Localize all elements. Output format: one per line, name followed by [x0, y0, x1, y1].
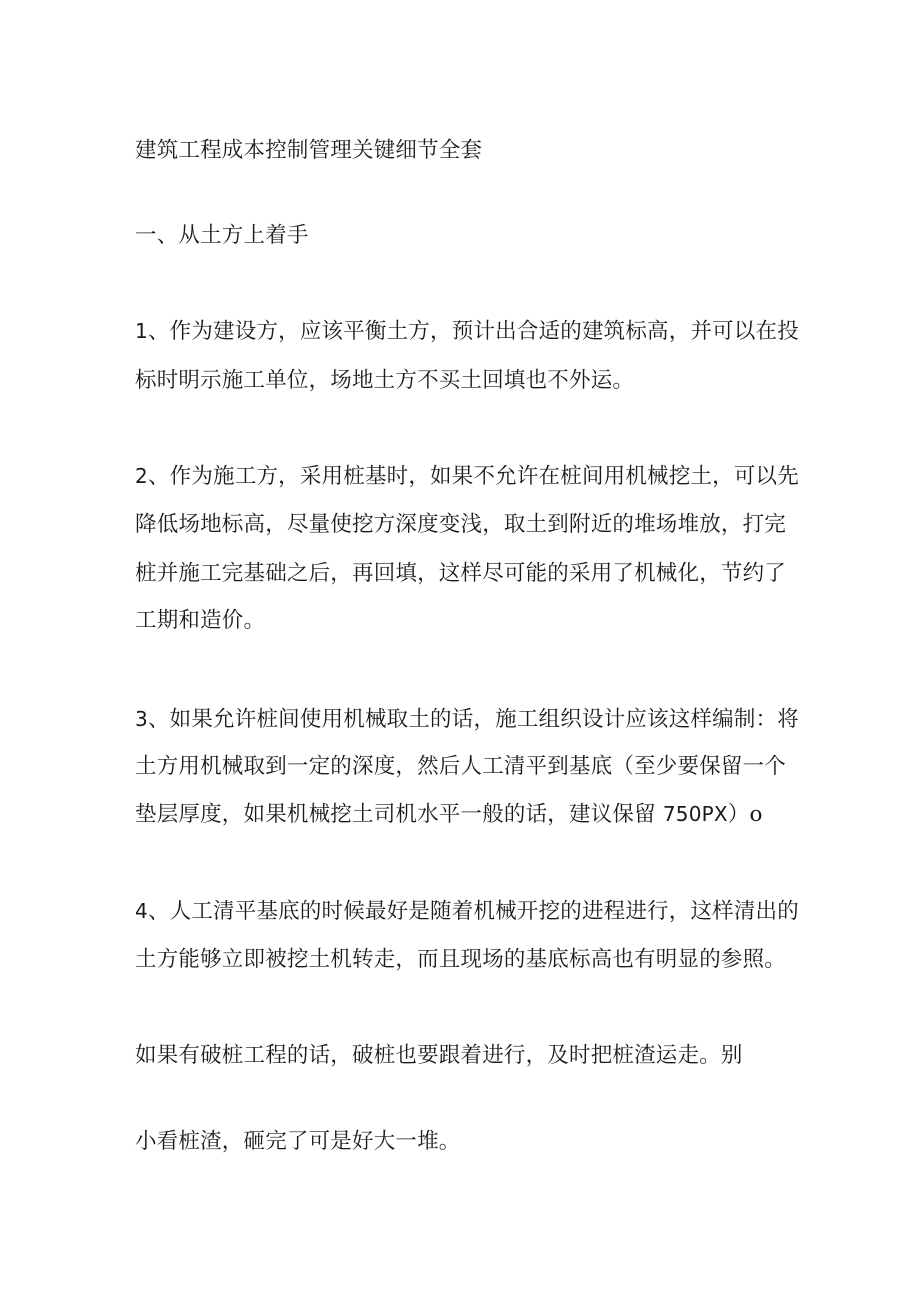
paragraph-2-line-2: 降低场地标高，尽量使挖方深度变浅，取土到附近的堆场堆放，打完	[135, 512, 787, 537]
paragraph-2-line-4: 工期和造价。	[135, 608, 266, 633]
paragraph-3-line-2: 土方用机械取到一定的深度，然后人工清平到基底（至少要保留一个	[135, 754, 787, 779]
paragraph-2-line-1: 2、作为施工方，采用桩基时，如果不允许在桩间用机械挖土，可以先	[135, 464, 799, 489]
paragraph-1-line-1: 1、作为建设方，应该平衡土方，预计出合适的建筑标高，并可以在投	[135, 319, 799, 344]
paragraph-number: 2	[135, 464, 148, 488]
document-title: 建筑工程成本控制管理关键细节全套	[135, 138, 483, 163]
measurement-value: 750PX	[662, 802, 728, 826]
paragraph-3-line-3: 垫层厚度，如果机械挖土司机水平一般的话，建议保留 750PX）o	[135, 802, 763, 827]
paragraph-4-line-2: 土方能够立即被挖土机转走，而且现场的基底标高也有明显的参照。	[135, 947, 787, 972]
paragraph-4-line-1: 4、人工清平基底的时候最好是随着机械开挖的进程进行，这样清出的	[135, 899, 799, 924]
closing-line-1: 如果有破桩工程的话，破桩也要跟着进行，及时把桩渣运走。别	[135, 1043, 743, 1068]
paragraph-number: 3	[135, 707, 148, 731]
paragraph-number: 1	[135, 319, 148, 343]
paragraph-2-line-3: 桩并施工完基础之后，再回填，这样尽可能的采用了机械化，节约了	[135, 561, 787, 586]
section-heading: 一、从土方上着手	[135, 223, 309, 248]
paragraph-1-line-2: 标时明示施工单位，场地土方不买土回填也不外运。	[135, 368, 635, 393]
paragraph-3-line-1: 3、如果允许桩间使用机械取土的话，施工组织设计应该这样编制：将	[135, 707, 799, 732]
paragraph-number: 4	[135, 899, 148, 923]
closing-line-2: 小看桩渣，砸完了可是好大一堆。	[135, 1129, 461, 1154]
